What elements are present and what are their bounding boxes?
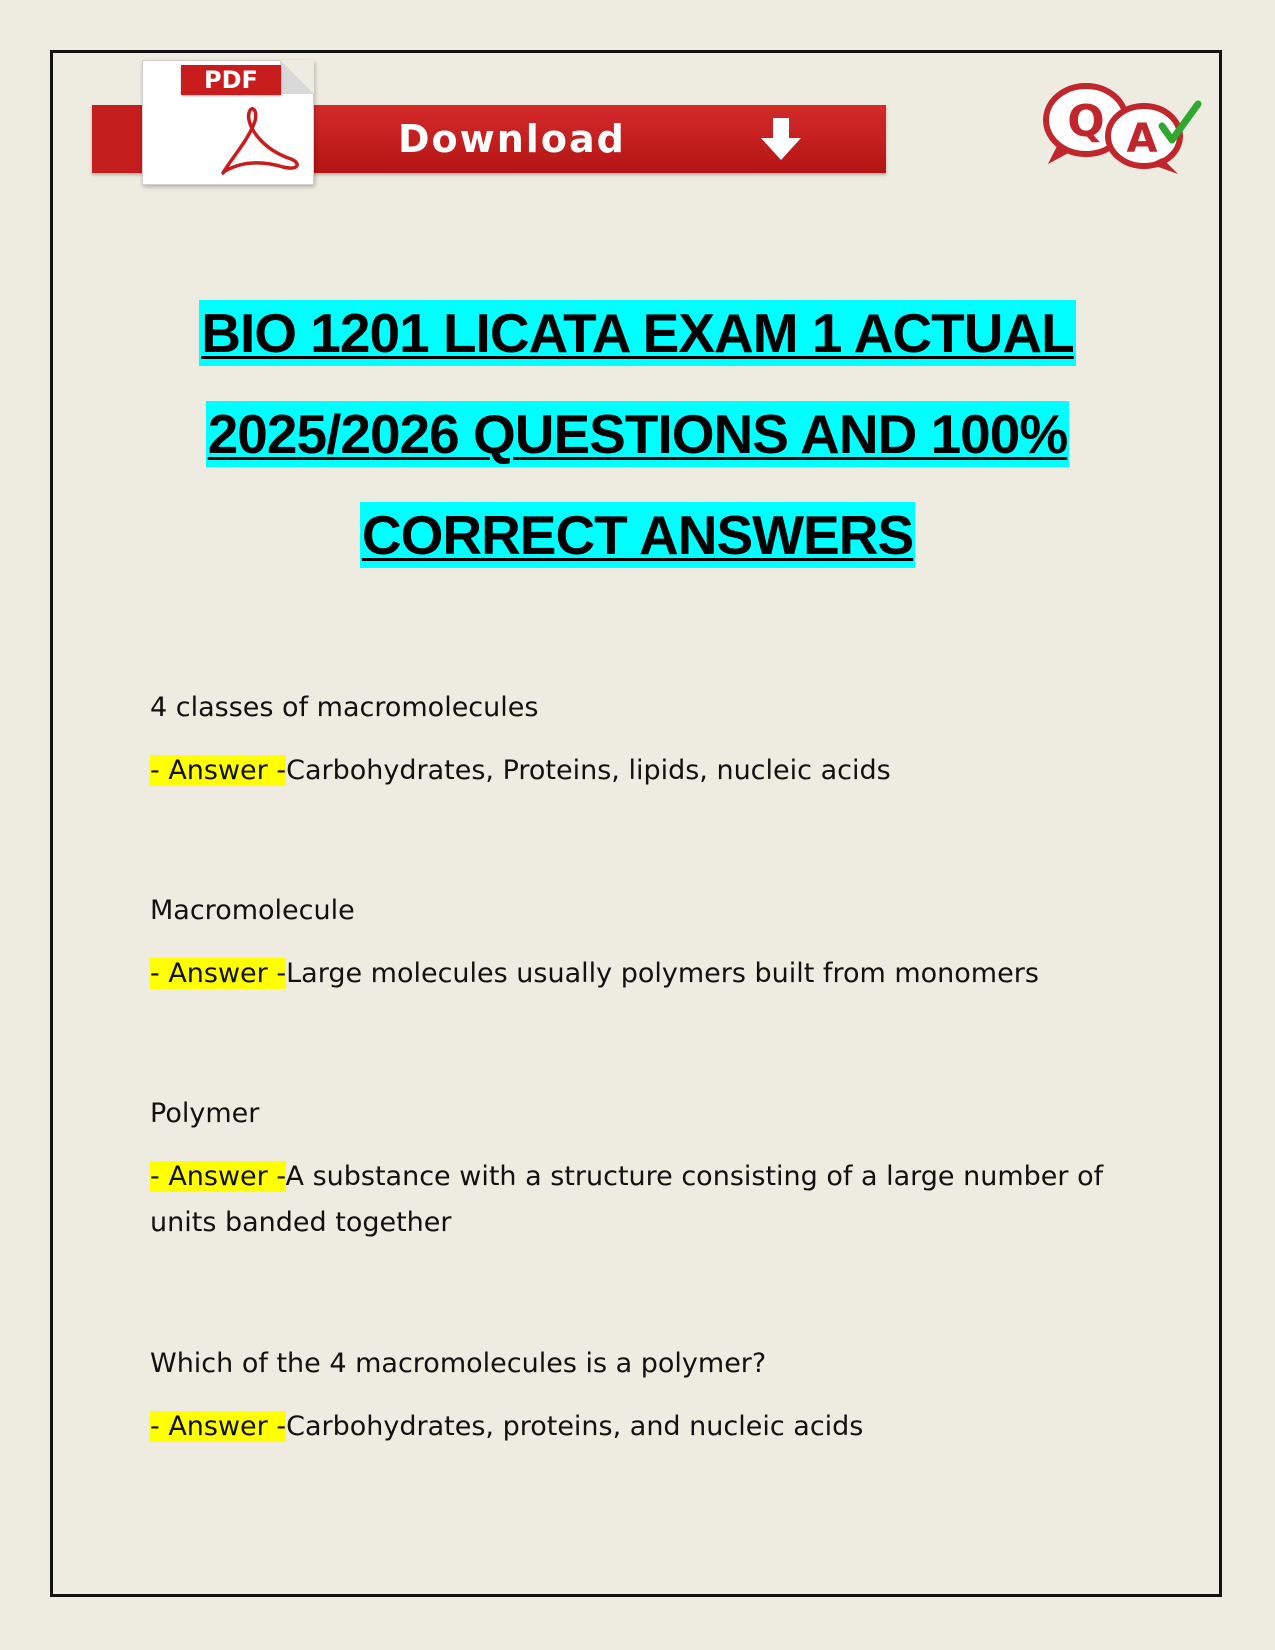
banner-edge <box>92 105 147 173</box>
qa-item <box>150 1346 1110 1450</box>
a-letter: A <box>1126 116 1158 162</box>
question-text: Which of the 4 macromolecules is a polymer? <box>150 1348 767 1379</box>
answer-text <box>150 951 1110 997</box>
qa-item <box>150 690 1110 794</box>
qa-item <box>150 893 1110 997</box>
pdf-tag: PDF <box>181 65 281 95</box>
title-line: 2025/2026 QUESTIONS AND 100% <box>207 403 1068 465</box>
qa-logo <box>1038 78 1208 178</box>
answer-body: Carbohydrates, Proteins, lipids, nucleic acids <box>286 755 891 786</box>
answer-text <box>150 748 1110 794</box>
page-fold <box>280 60 314 94</box>
title-line: CORRECT ANSWERS <box>361 504 914 566</box>
title-line: BIO 1201 LICATA EXAM 1 ACTUAL <box>201 302 1074 364</box>
answer-prefix: - Answer - <box>150 958 287 989</box>
answer-prefix: - Answer - <box>150 755 287 786</box>
answer-prefix: - Answer - <box>150 1161 286 1192</box>
question-text: 4 classes of macromolecules <box>150 692 539 723</box>
download-label: Download <box>398 117 626 161</box>
question-text: Polymer <box>150 1098 260 1129</box>
answer-body: Large molecules usually polymers built from monomers <box>286 958 1039 989</box>
answer-body: A substance with a structure consisting of a large number of units banded together <box>150 1161 1104 1238</box>
qa-item <box>150 1096 1110 1246</box>
pdf-download-banner[interactable] <box>92 60 886 185</box>
answer-text <box>150 1154 1110 1246</box>
answer-prefix: - Answer - <box>150 1411 287 1442</box>
q-letter: Q <box>1067 96 1105 147</box>
answer-body: Carbohydrates, proteins, and nucleic acids <box>286 1411 864 1442</box>
document-title <box>60 300 1215 603</box>
question-text: Macromolecule <box>150 895 355 926</box>
download-arrow-icon <box>757 114 805 162</box>
acrobat-icon <box>213 101 303 181</box>
pdf-document-icon <box>142 60 314 185</box>
answer-text <box>150 1404 1110 1450</box>
